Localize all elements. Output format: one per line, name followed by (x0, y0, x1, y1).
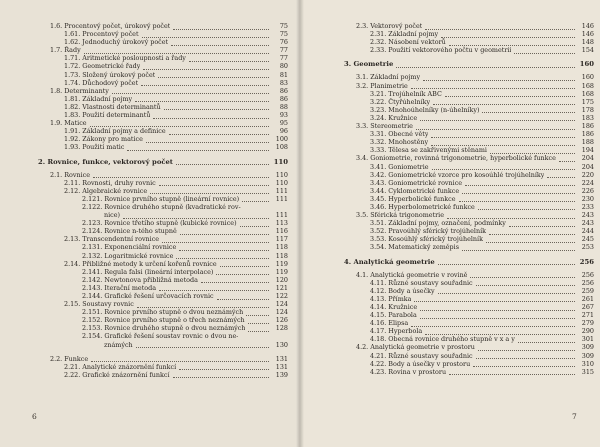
toc-entry-page: 131 (275, 362, 288, 371)
toc-entry-page: 183 (581, 113, 594, 122)
toc-entry-page: 154 (581, 46, 594, 55)
toc-entry-page: 80 (279, 62, 288, 71)
toc-entry-title: 3.43. Goniometrické rovnice (370, 178, 463, 187)
toc-entry-title: 2.15. Soustavy rovnic (64, 300, 134, 309)
toc-entry-page: 111 (275, 186, 288, 195)
toc-leader-dots (514, 45, 575, 54)
toc-entry-page: 259 (581, 286, 594, 295)
toc-entry-page: 315 (581, 367, 594, 376)
toc-entry-page: 95 (279, 119, 288, 128)
toc-entry-page: 83 (279, 78, 288, 87)
toc-entry-title: 3.24. Kružnice (370, 113, 418, 122)
toc-entry-page: 139 (275, 370, 288, 379)
toc-right (344, 22, 594, 376)
toc-entry-title: 1.9. Matice (50, 119, 87, 128)
toc-entry-title: 4.17. Hyperbola (370, 327, 423, 336)
toc-entry-title: 4.23. Rovina v prostoru (370, 367, 447, 376)
toc-entry-page: 256 (579, 257, 594, 266)
toc-entry-title: 3. Geometrie (344, 60, 394, 69)
toc-entry-page: 119 (275, 259, 288, 268)
toc-entry-page: 116 (275, 227, 288, 236)
toc-leader-dots (248, 323, 269, 332)
toc-entry-page: 178 (581, 105, 594, 114)
toc-entry-page: 279 (581, 319, 594, 328)
toc-entry-page: 122 (275, 292, 288, 300)
toc-entry-title: 1.7. Řady (50, 46, 81, 55)
toc-entry-title: 2.144. Grafické řešení určovacích rovnic (82, 292, 214, 300)
toc-entry-title: 2. Rovnice, funkce, vektorový počet (38, 157, 173, 166)
toc-entry-page: 119 (275, 267, 288, 276)
toc-entry-title: 2.2. Funkce (50, 354, 89, 363)
toc-row (38, 143, 288, 151)
toc-entry-title: 2.11. Rovnosti, druhy rovnic (64, 178, 156, 187)
toc-leader-dots (449, 366, 575, 375)
toc-entry-title: 4.18. Obecná rovnice druhého stupně v x a y (370, 335, 515, 344)
toc-leader-dots (176, 156, 269, 165)
toc-entry-title: 4.14. Kružnice (370, 303, 418, 311)
toc-leader-dots (136, 339, 269, 348)
toc-entry-title: 3.45. Hyperbolické funkce (370, 194, 456, 203)
toc-entry-page: 86 (279, 86, 288, 95)
toc-entry-page: 118 (275, 243, 288, 252)
toc-entry-page: 186 (581, 122, 594, 131)
toc-entry-page: 226 (581, 186, 594, 195)
toc-entry-page: 118 (275, 251, 288, 260)
toc-entry-title: 3.5. Sférická trigonometrie (356, 211, 445, 220)
toc-entry-title: 3.32. Mnohostěny (370, 138, 429, 147)
toc-entry-title: 3.23. Mnohoúhelníky (n-úhelníky) (370, 105, 480, 114)
toc-entry-page: 120 (275, 275, 288, 284)
toc-entry-title: 3.3. Stereometrie (356, 122, 413, 131)
toc-entry-title: 1.71. Aritmetické posloupnosti a řady (64, 54, 186, 63)
toc-entry-title: 2.123. Rovnice třetího stupně (kubické rovnice) (82, 219, 237, 228)
toc-entry-page: 233 (581, 202, 594, 211)
toc-entry-title: nice) (104, 211, 121, 220)
toc-entry-page: 93 (279, 111, 288, 120)
toc-entry-title: 2.32. Násobení vektorů (370, 38, 446, 47)
toc-entry-title: 4.16. Elipsa (370, 319, 409, 328)
toc-entry-page: 230 (581, 194, 594, 203)
book-gutter (296, 0, 304, 447)
toc-entry-page: 220 (581, 170, 594, 179)
toc-entry-page: 113 (275, 219, 288, 228)
toc-entry-page: 175 (581, 97, 594, 106)
toc-entry-title: 4. Analytická geometrie (344, 257, 435, 266)
toc-entry-page: 245 (581, 235, 594, 244)
toc-row (344, 146, 594, 154)
toc-entry-title: 4.2. Analytická geometrie v prostoru (356, 343, 475, 352)
toc-entry-title: 3.2. Planimetrie (356, 81, 408, 90)
toc-entry-page: 309 (581, 343, 594, 352)
toc-entry-title: 2.152. Rovnice prvního stupně o třech neznámých (82, 316, 245, 325)
toc-entry-page: 110 (273, 157, 288, 166)
toc-entry-title: 1.82. Vlastnosti determinantů (64, 102, 161, 111)
toc-entry-page: 224 (581, 178, 594, 187)
toc-entry-title: 2.154. Grafické řešení soustav rovnic o dvou ne- (82, 332, 239, 341)
toc-entry-title: 2.131. Exponenciální rovnice (82, 243, 177, 252)
toc-entry-page: 128 (275, 324, 288, 333)
toc-entry-page: 81 (279, 70, 288, 79)
toc-entry-title: 1.62. Jednoduchý úrokový počet (64, 38, 169, 47)
toc-entry-page: 290 (581, 327, 594, 336)
toc-entry-page: 121 (275, 283, 288, 292)
toc-chapter-row (38, 158, 288, 166)
toc-chapter-row (344, 60, 594, 68)
toc-row (344, 243, 594, 251)
toc-entry-page: 96 (279, 127, 288, 136)
toc-entry-page: 160 (581, 73, 594, 82)
toc-entry-page: 204 (581, 154, 594, 163)
toc-leader-dots (242, 193, 269, 202)
page-number-right: 7 (572, 412, 577, 421)
toc-entry-title: 1.91. Základní pojmy a definice (64, 127, 166, 136)
toc-leader-dots (462, 242, 575, 251)
toc-entry-page: 243 (581, 211, 594, 220)
toc-row (38, 371, 288, 379)
toc-entry-page: 244 (581, 227, 594, 236)
toc-entry-page: 110 (275, 170, 288, 179)
toc-left (38, 22, 288, 379)
toc-entry-title: 2.22. Grafické znázornění funkcí (64, 370, 170, 379)
toc-entry-title: 3.22. Čtyřúhelníky (370, 97, 431, 106)
toc-entry-page: 75 (279, 30, 288, 39)
toc-entry-page: 75 (279, 22, 288, 30)
toc-entry-page: 271 (581, 311, 594, 320)
toc-entry-title: 1.6. Procentový počet, úrokový počet (50, 22, 171, 30)
toc-entry-title: 2.124. Rovnice n-tého stupně (82, 227, 177, 236)
toc-entry-title: 3.41. Goniometrie (370, 162, 429, 171)
toc-entry-title: 2.31. Základní pojmy (370, 30, 439, 39)
toc-entry-title: 1.83. Použití determinantů (64, 111, 151, 120)
toc-entry-title: 1.93. Použití matic (64, 143, 125, 152)
toc-leader-dots (438, 256, 575, 265)
toc-entry-page: 131 (275, 354, 288, 363)
toc-entry-page: 188 (581, 138, 594, 147)
toc-row (344, 368, 594, 376)
toc-entry-page: 261 (581, 294, 594, 303)
toc-entry-title: 3.44. Cyklometrické funkce (370, 186, 460, 195)
toc-entry-title: 4.1. Analytická geometrie v rovině (356, 270, 468, 279)
right-page (300, 0, 600, 447)
toc-entry-page: 146 (581, 30, 594, 39)
toc-entry-page: 186 (581, 130, 594, 139)
toc-entry-title: 4.21. Různé soustavy souřadnic (370, 351, 473, 360)
toc-entry-title: 1.92. Zákony pro matice (64, 135, 143, 144)
toc-entry-page: 256 (581, 270, 594, 279)
toc-entry-page: 204 (581, 162, 594, 171)
toc-entry-page: 243 (581, 219, 594, 228)
toc-entry-title: 3.52. Pravoúhlý sférický trojúhelník (370, 227, 486, 236)
toc-entry-page: 124 (275, 308, 288, 317)
toc-entry-title: 2.121. Rovnice prvního stupně (lineární rovnice) (82, 194, 240, 203)
toc-entry-title: 3.1. Základní pojmy (356, 73, 421, 82)
toc-entry-page: 111 (275, 211, 288, 220)
toc-entry-page: 256 (581, 278, 594, 287)
toc-entry-title: 3.21. Trojúhelník ABC (370, 89, 442, 98)
toc-entry-page: 309 (581, 351, 594, 360)
toc-entry-title: 3.54. Matematický zeměpis (370, 243, 459, 252)
toc-entry-title: 3.42. Goniometrické vzorce pro kosoúhlé trojúhelníky (370, 170, 545, 179)
toc-entry-page: 100 (275, 135, 288, 144)
toc-leader-dots (173, 369, 269, 378)
toc-entry-title: 2.3. Vektorový počet (356, 22, 423, 30)
toc-entry-title: známých (104, 340, 133, 349)
toc-entry-page: 148 (581, 38, 594, 47)
toc-entry-title: 1.74. Důchodový počet (64, 78, 139, 87)
toc-entry-title: 4.22. Body a úsečky v prostoru (370, 359, 471, 368)
toc-entry-title: 2.21. Analytické znázornění funkcí (64, 362, 177, 371)
toc-entry-title: 2.1. Rovnice (50, 170, 91, 179)
toc-entry-page: 130 (275, 340, 288, 349)
toc-entry-page: 108 (275, 143, 288, 152)
toc-entry-page: 88 (279, 102, 288, 111)
toc-entry-page: 76 (279, 38, 288, 47)
toc-chapter-row (344, 258, 594, 266)
toc-entry-title: 4.11. Různé soustavy souřadnic (370, 278, 473, 287)
toc-entry-page: 168 (581, 89, 594, 98)
toc-row (38, 341, 288, 349)
toc-leader-dots (127, 142, 269, 151)
toc-entry-page: 301 (581, 335, 594, 344)
toc-entry-page: 77 (279, 54, 288, 63)
toc-entry-title: 2.142. Newtonova přibližná metoda (82, 275, 198, 284)
toc-entry-title: 2.151. Rovnice prvního stupně o dvou neznámých (82, 308, 244, 317)
toc-entry-page: 86 (279, 94, 288, 103)
toc-entry-title: 2.153. Rovnice druhého stupně o dvou neznámých (82, 324, 246, 333)
toc-entry-page: 253 (581, 243, 594, 252)
toc-row (38, 324, 288, 332)
toc-entry-title: 3.46. Hyperbolometrické funkce (370, 202, 475, 211)
toc-entry-title: 3.51. Základní pojmy, označení, podmínky (370, 219, 506, 228)
toc-entry-title: 4.13. Přímka (370, 294, 412, 303)
toc-entry-title: 2.12. Algebraické rovnice (64, 186, 148, 195)
toc-entry-page: 77 (279, 46, 288, 55)
toc-entry-page: 126 (275, 316, 288, 325)
toc-entry-title: 2.132. Logaritmické rovnice (82, 251, 174, 260)
toc-entry-title: 2.33. Použití vektorového počtu v geometrii (370, 46, 512, 55)
toc-entry-title: 3.33. Tělesa se zakřivenými stěnami (370, 146, 487, 155)
toc-row (344, 46, 594, 54)
toc-entry-title: 2.143. Iterační metoda (82, 283, 157, 292)
toc-entry-title: 2.13. Transcendentní rovnice (64, 235, 160, 244)
toc-entry-page: 110 (275, 178, 288, 187)
toc-entry-page: 124 (275, 300, 288, 309)
toc-entry-title: 3.53. Kosoúhlý sférický trojúhelník (370, 235, 483, 244)
toc-entry-page: 160 (579, 60, 594, 69)
toc-entry-page: 310 (581, 359, 594, 368)
toc-entry-title: 1.73. Složený úrokový počet (64, 70, 156, 79)
toc-entry-title: 1.8. Determinanty (50, 86, 109, 95)
toc-entry-title: 3.31. Obecné věty (370, 130, 429, 139)
toc-entry-page: 168 (581, 81, 594, 90)
toc-entry-title: 4.12. Body a úsečky (370, 286, 435, 295)
toc-entry-title: 1.61. Procentový počet (64, 30, 139, 39)
toc-entry-title: 2.122. Rovnice druhého stupně (kvadratické rov- (82, 202, 241, 211)
toc-entry-page: 111 (275, 194, 288, 203)
toc-entry-title: 1.81. Základní pojmy (64, 94, 133, 103)
toc-entry-page: 146 (581, 22, 594, 30)
toc-leader-dots (396, 59, 575, 68)
toc-entry-title: 1.72. Geometrické řady (64, 62, 141, 71)
toc-entry-page: 117 (275, 235, 288, 244)
toc-row (38, 195, 288, 203)
toc-entry-title: 2.141. Regula falsi (lineární interpolace) (82, 267, 214, 276)
page-number-left: 6 (32, 412, 37, 421)
toc-entry-title: 3.4. Goniometrie, rovinná trigonometrie, hyperbolické funkce (356, 154, 556, 163)
toc-entry-page: 194 (581, 146, 594, 155)
toc-entry-page: 267 (581, 303, 594, 311)
toc-entry-title: 4.15. Parabola (370, 311, 417, 320)
toc-entry-title: 2.14. Přibližné metody k určení kořenů rovnice (64, 259, 217, 268)
